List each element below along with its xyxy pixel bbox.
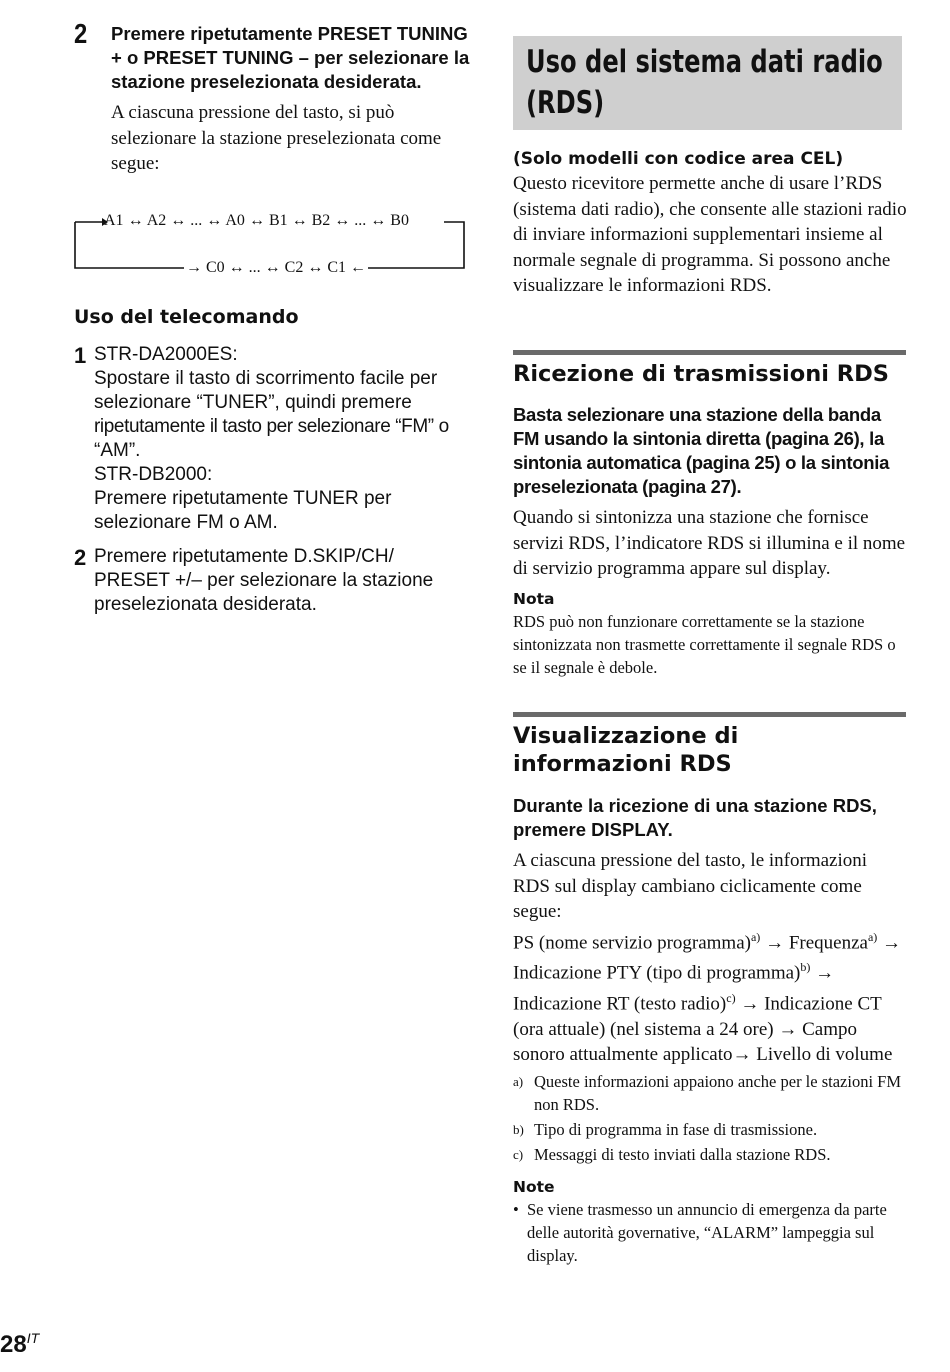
cycle-item: B2 (311, 212, 331, 229)
page-number (0, 1330, 39, 1359)
remote-step-2-text (94, 545, 474, 617)
nota-title: Nota (513, 589, 555, 608)
cycle-item: ... (190, 212, 203, 229)
text-line: preselezionata desiderata. (94, 594, 317, 615)
footnotes (513, 1070, 908, 1166)
intro-block (513, 147, 908, 299)
page-number-value: 28 (0, 1331, 27, 1358)
step-2-preset-tuning (74, 18, 474, 177)
footnote-mark: c) (726, 991, 736, 1006)
reception-instruction: Basta selezionare una stazione della banda FM usando la sintonia diretta (pagina 26), la sintonia automatica (pagina 25) o la sintonia preselezionata (pagina 27). (513, 404, 890, 497)
text-line: Spostare il tasto di scorrimento facile per (94, 368, 438, 389)
text-line: selezionare “TUNER”, quindi premere (94, 392, 412, 413)
heading-line: Visualizzazione di (513, 723, 739, 749)
note-text: Se viene trasmesso un annuncio di emergenza da parte delle autorità governative, “ALARM” lampeggia sul display. (527, 1199, 887, 1265)
arrow-left-icon: ← (350, 259, 367, 276)
page-number-suffix: IT (26, 1330, 40, 1346)
footnote (513, 1143, 908, 1166)
text-line: STR-DB2000: (94, 464, 213, 485)
note-item (513, 1198, 908, 1267)
footnote-text: Queste informazioni appaiono anche per le stazioni FM non RDS. (534, 1071, 902, 1114)
arrow-right-icon: → (815, 962, 835, 984)
remote-step-2 (74, 545, 474, 617)
footnote-mark: a) (867, 929, 878, 944)
cycle-item: C2 (284, 259, 304, 276)
footnote-mark: b) (513, 1121, 524, 1137)
section-heading-reception: Ricezione di trasmissioni RDS (513, 361, 889, 387)
seq-item: Indicazione CT (ora attuale) (nel sistema a 24 ore) (513, 993, 882, 1040)
seq-item: Campo sonoro attualmente applicato (513, 1018, 857, 1066)
reception-block (513, 403, 908, 679)
text-line: Premere ripetutamente TUNER per (94, 488, 392, 509)
footnote-mark: c) (513, 1146, 524, 1162)
cycle-item: C0 (206, 259, 225, 276)
arrow-right-icon: → (186, 259, 202, 276)
arrow-right-icon: → (732, 1044, 752, 1066)
footnote-mark: a) (750, 929, 761, 944)
cel-heading: (Solo modelli con codice area CEL) (513, 149, 844, 169)
footnote-text: Messaggi di testo inviati dalla stazione RDS. (534, 1144, 831, 1164)
bullet: • (513, 1199, 519, 1219)
cycle-top-row (104, 212, 409, 230)
footnote-text: Tipo di programma in fase di trasmissione. (534, 1119, 818, 1139)
nota-text: RDS può non funzionare correttamente se la stazione sintonizzata non trasmette correttamente il segnale RDS o se il segnale è debole. (513, 611, 896, 677)
arrow-right-icon: → (882, 931, 902, 953)
step-number: 1 (74, 343, 87, 368)
note-title: Note (513, 1177, 555, 1196)
cycle-item: B1 (268, 212, 288, 229)
remote-step-1-text (94, 343, 474, 535)
double-arrow-icon: ↔ (264, 259, 281, 276)
section-heading-display (513, 722, 738, 778)
page-title: Uso del sistema dati radio (RDS) (526, 44, 883, 121)
text-line: selezionare FM o AM. (94, 512, 278, 533)
section-rule (513, 712, 906, 717)
seq-item: Frequenza (788, 931, 868, 953)
arrow-right-icon: → (740, 993, 760, 1015)
seq-item: Indicazione RT (testo radio) (513, 993, 727, 1015)
cycle-item: ... (248, 259, 261, 276)
seq-item: PS (nome servizio programma) (513, 931, 751, 953)
cycle-item: ... (354, 212, 367, 229)
double-arrow-icon: ↔ (248, 212, 265, 229)
double-arrow-icon: ↔ (127, 212, 144, 229)
double-arrow-icon: ↔ (228, 259, 245, 276)
footnote-mark: b) (800, 960, 811, 975)
remote-step-1 (74, 343, 474, 535)
text-line: “AM”. (94, 440, 141, 461)
footnote-mark: a) (513, 1073, 524, 1089)
step-number: 2 (74, 545, 87, 570)
cycle-item: A0 (225, 212, 245, 229)
heading-line: informazioni RDS (513, 751, 732, 777)
display-sequence (513, 925, 908, 1068)
double-arrow-icon: ↔ (291, 212, 308, 229)
cycle-bottom-row (184, 259, 368, 277)
double-arrow-icon: ↔ (370, 212, 387, 229)
arrow-right-icon: → (765, 931, 785, 953)
cycle-item: A1 (104, 212, 124, 229)
seq-item: Livello di volume (756, 1044, 893, 1066)
section-rule (513, 350, 906, 355)
cycle-item: B0 (390, 212, 409, 229)
step-instruction: Premere ripetutamente PRESET TUNING + o PRESET TUNING – per selezionare la stazione preselezionata desiderata. (111, 23, 470, 92)
double-arrow-icon: ↔ (170, 212, 187, 229)
text-line: ripetutamente il tasto per selezionare “FM” o (94, 416, 449, 437)
cycle-item: A2 (146, 212, 167, 229)
double-arrow-icon: ↔ (206, 212, 223, 229)
arrow-right-icon: → (778, 1018, 798, 1040)
display-block (513, 794, 908, 1267)
text-line: STR-DA2000ES: (94, 344, 238, 365)
display-text: A ciascuna pressione del tasto, le informazioni RDS sul display cambiano ciclicamente come segue: (513, 850, 868, 922)
step-number: 2 (74, 18, 88, 49)
preset-cycle-diagram (74, 208, 466, 274)
cycle-item: C1 (327, 259, 347, 276)
footnote (513, 1118, 908, 1141)
step-description: A ciascuna pressione del tasto, si può selezionare la stazione preselezionata come segue: (111, 102, 442, 174)
double-arrow-icon: ↔ (334, 212, 351, 229)
intro-text: Questo ricevitore permette anche di usare l’RDS (sistema dati radio), che consente alle stazioni radio di inviare informazioni supplementari insieme al normale segnale di programma. Si possono anche visualizzare le informazioni RDS. (513, 173, 907, 296)
display-instruction: Durante la ricezione di una stazione RDS, premere DISPLAY. (513, 795, 877, 840)
seq-item: Indicazione PTY (tipo di programma) (513, 962, 801, 984)
remote-heading: Uso del telecomando (74, 306, 299, 328)
reception-text: Quando si sintonizza una stazione che fornisce servizi RDS, l’indicatore RDS si illumina e il nome di servizio programma appare sul display. (513, 507, 906, 579)
footnote (513, 1070, 908, 1116)
double-arrow-icon: ↔ (307, 259, 324, 276)
text-line: Premere ripetutamente D.SKIP/CH/ (94, 546, 394, 567)
text-line: PRESET +/– per selezionare la stazione (94, 570, 434, 591)
section-title-box (513, 36, 902, 130)
